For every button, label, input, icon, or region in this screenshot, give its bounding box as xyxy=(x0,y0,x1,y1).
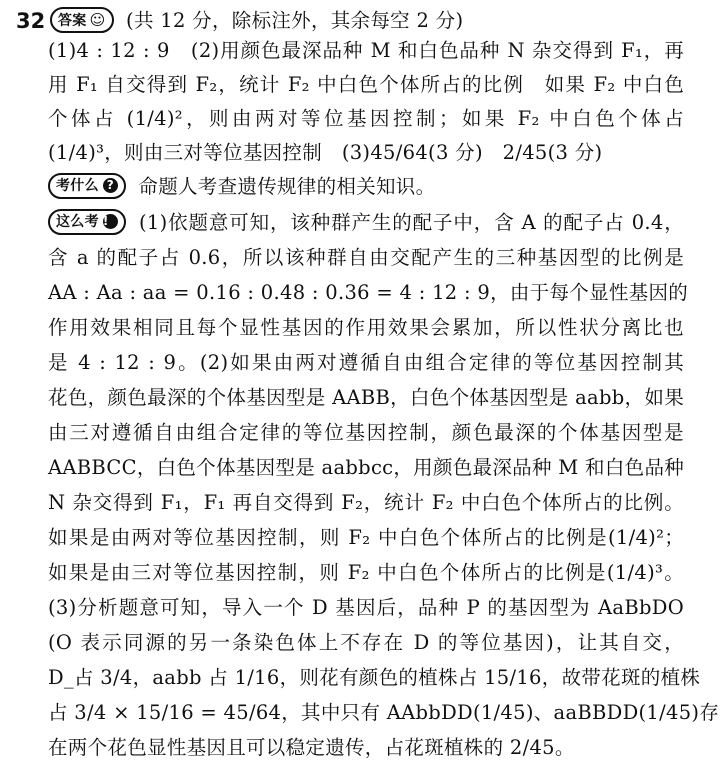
answer-line: (1/4)³，则由三对等位基因控制 (3)45/64(3 分) 2/45(3 分) xyxy=(48,141,603,164)
kao-tag-label: 考什么 xyxy=(56,177,99,194)
kao-text: 命题人考查遗传规律的相关知识。 xyxy=(138,175,436,198)
explain-line: 在两个花色显性基因且可以稳定遗传，占花斑植株的 2/45。 xyxy=(48,736,575,759)
smiley-icon: ☺ xyxy=(89,10,106,29)
explain-line: 是 4 : 12 : 9。(2)如果由两对遵循自由组合定律的等位基因控制其 xyxy=(48,351,684,374)
explain-line: (1)依题意可知，该种群产生的配子中，含 A 的配子占 0.4， xyxy=(139,211,685,234)
question-icon: ? xyxy=(103,178,118,193)
explain-line: N 杂交得到 F₁，F₁ 再自交得到 F₂，统计 F₂ 中白色个体所占的比例。 xyxy=(48,491,684,514)
zhe-section xyxy=(48,208,684,238)
answer-line: 个体占 (1/4)²，则由两对等位基因控制；如果 F₂ 中白色个体占 xyxy=(48,107,684,130)
explain-line: 由三对遵循自由组合定律的等位基因控制，颜色最深的个体基因型是 xyxy=(48,421,684,444)
explain-line: D_占 3/4，aabb 占 1/16，则花有颜色的植株占 15/16，故带花斑的植株 xyxy=(48,666,701,689)
answer-line: (1)4 : 12 : 9 (2)用颜色最深品种 M 和白色品种 N 杂交得到 F₁，再 xyxy=(48,39,684,62)
kao-section xyxy=(48,172,684,202)
explain-line: (3)分析题意可知，导入一个 D 基因后，品种 P 的基因型为 AaBbDO xyxy=(48,596,684,619)
explain-line: AA : Aa : aa = 0.16 : 0.48 : 0.36 = 4 : 12 : 9，由于每个显性基因的 xyxy=(48,281,689,304)
answer-tag xyxy=(50,7,114,33)
zhe-tag xyxy=(48,209,126,235)
explain-line: 含 a 的配子占 0.6，所以该种群自由交配产生的三种基因型的比例是 xyxy=(48,246,684,269)
answer-line: 用 F₁ 自交得到 F₂，统计 F₂ 中白色个体所占的比例 如果 F₂ 中白色 xyxy=(48,73,684,96)
explain-line: 如果是由两对等位基因控制，则 F₂ 中白色个体所占的比例是(1/4)²； xyxy=(48,526,684,549)
zhe-tag-label: 这么考 xyxy=(56,213,99,230)
explain-line: (O 表示同源的另一条染色体上不存在 D 的等位基因)，让其自交， xyxy=(48,631,684,654)
explain-line: 作用效果相同且每个显性基因的作用效果会累加，所以性状分离比也 xyxy=(48,316,684,339)
question-number: 32 xyxy=(16,9,46,33)
answer-tag-label: 答案 xyxy=(58,12,87,29)
explain-line: 花色，颜色最深的个体基因型是 AABB，白色个体基因型是 aabb，如果 xyxy=(48,386,684,409)
score-note: (共 12 分，除标注外，其余每空 2 分) xyxy=(126,9,464,32)
explain-line: 占 3/4 × 15/16 = 45/64，其中只有 AAbbDD(1/45)、aaBBDD(1/45)存 xyxy=(48,701,720,724)
explain-line: 如果是由三对等位基因控制，则 F₂ 中白色个体所占的比例是(1/4)³。 xyxy=(48,561,684,584)
exclamation-icon: ! xyxy=(103,214,118,229)
answer-header xyxy=(50,6,686,36)
explain-line: AABBCC，白色个体基因型是 aabbcc，用颜色最深品种 M 和白色品种 xyxy=(48,456,685,479)
kao-tag xyxy=(48,173,126,199)
